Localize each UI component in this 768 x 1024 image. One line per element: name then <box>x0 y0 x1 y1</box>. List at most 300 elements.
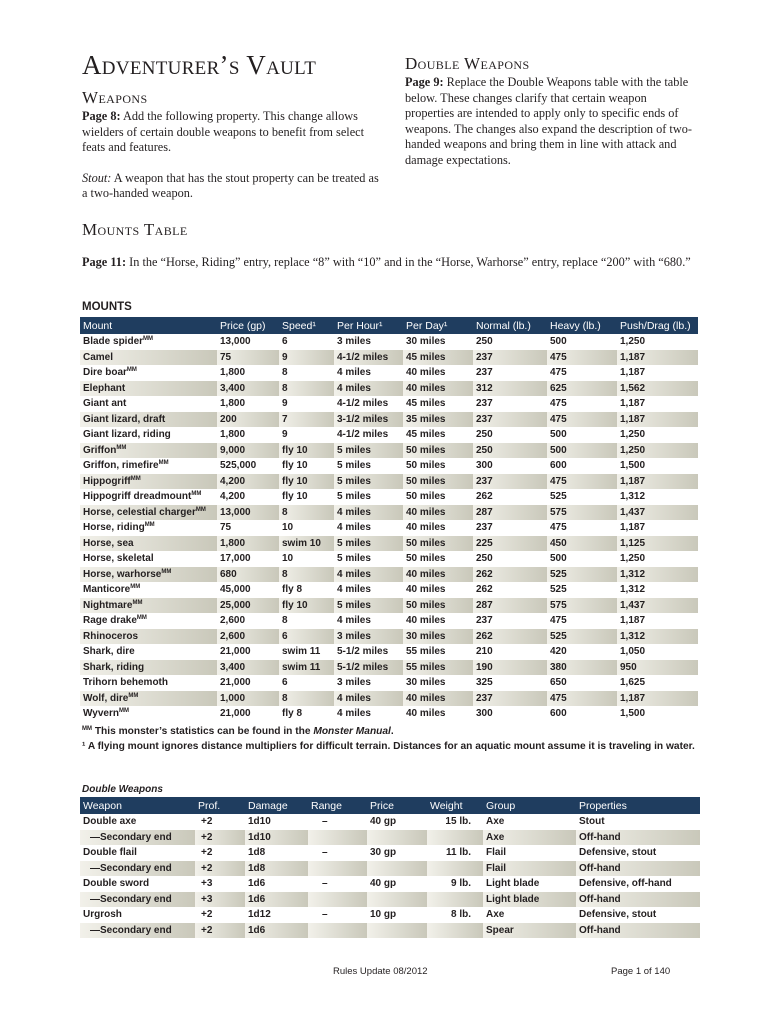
mounts-cell: 8 <box>279 365 334 381</box>
dw-cell: +3 <box>195 876 245 892</box>
mounts-table-row <box>80 598 698 614</box>
dw-cell <box>308 830 367 846</box>
mounts-cell: 3 miles <box>334 334 403 350</box>
dw-cell: 30 gp <box>367 845 427 861</box>
mounts-cell: 9 <box>279 427 334 443</box>
mounts-table-row <box>80 334 698 350</box>
dw-cell: 1d10 <box>245 830 308 846</box>
dw-cell: Off-hand <box>576 923 700 939</box>
dw-col-header: Damage <box>245 797 308 814</box>
mounts-cell: 237 <box>473 691 547 707</box>
mount-name: Horse, warhorse <box>83 568 162 580</box>
mounts-cell: 1,187 <box>617 350 698 366</box>
dw-col-header: Prof. <box>195 797 245 814</box>
dw-cell: 40 gp <box>367 876 427 892</box>
mount-name: Horse, sea <box>83 537 134 549</box>
mounts-cell: 40 miles <box>403 706 473 722</box>
dw-col-header: Weapon <box>80 797 195 814</box>
mounts-table-title: MOUNTS <box>82 301 132 313</box>
dw-cell: – <box>308 876 367 892</box>
mm-marker: MM <box>161 568 172 575</box>
mounts-col-header: Heavy (lb.) <box>547 317 617 334</box>
mounts-table-row <box>80 675 698 691</box>
mounts-cell: 1,187 <box>617 365 698 381</box>
mounts-table-row <box>80 412 698 428</box>
mounts-cell: 10 <box>279 520 334 536</box>
mounts-cell: 4,200 <box>217 474 279 490</box>
mounts-cell: 3 miles <box>334 675 403 691</box>
mounts-cell: 237 <box>473 412 547 428</box>
weapons-heading: Weapons <box>82 88 148 107</box>
mounts-table-row <box>80 396 698 412</box>
mounts-cell: 40 miles <box>403 567 473 583</box>
mounts-cell: 475 <box>547 474 617 490</box>
dw-cell <box>427 892 483 908</box>
mounts-table-row <box>80 551 698 567</box>
mounts-cell: swim 11 <box>279 644 334 660</box>
mounts-cell: 1,187 <box>617 613 698 629</box>
mount-name: Giant ant <box>83 398 127 410</box>
mounts-cell: 262 <box>473 567 547 583</box>
mounts-col-header: Mount <box>80 317 217 334</box>
dw-cell <box>367 892 427 908</box>
mount-name: Horse, skeletal <box>83 553 154 565</box>
mount-name-cell <box>80 582 217 598</box>
mounts-cell: fly 10 <box>279 489 334 505</box>
mounts-cell: 1,187 <box>617 412 698 428</box>
mounts-cell: 4,200 <box>217 489 279 505</box>
dw-table-row <box>80 923 700 939</box>
dw-cell: 1d6 <box>245 923 308 939</box>
mounts-cell: 250 <box>473 551 547 567</box>
mounts-cell: 50 miles <box>403 598 473 614</box>
mounts-cell: 1,250 <box>617 427 698 443</box>
mounts-cell: 4 miles <box>334 613 403 629</box>
dw-cell: Spear <box>483 923 576 939</box>
mounts-cell: 40 miles <box>403 691 473 707</box>
mounts-col-header: Per Day¹ <box>403 317 473 334</box>
mount-name-cell <box>80 350 217 366</box>
mounts-col-header: Push/Drag (lb.) <box>617 317 698 334</box>
mounts-cell: 50 miles <box>403 489 473 505</box>
dw-cell: Defensive, off-hand <box>576 876 700 892</box>
stout-label: Stout: <box>82 170 112 185</box>
dw-cell: —Secondary end <box>80 861 195 877</box>
mount-name: Rhinoceros <box>83 630 139 642</box>
dw-cell: Defensive, stout <box>576 907 700 923</box>
mounts-cell: 50 miles <box>403 551 473 567</box>
mounts-cell: 250 <box>473 334 547 350</box>
dw-cell: +2 <box>195 861 245 877</box>
mount-name: Shark, riding <box>83 661 145 673</box>
dw-cell: Stout <box>576 814 700 830</box>
mounts-cell: 4 miles <box>334 582 403 598</box>
mount-name-cell <box>80 505 217 521</box>
mounts-col-header: Normal (lb.) <box>473 317 547 334</box>
mounts-cell: 6 <box>279 629 334 645</box>
mounts-table-row <box>80 350 698 366</box>
mount-name-cell <box>80 365 217 381</box>
dw-cell: Axe <box>483 830 576 846</box>
mounts-cell: 1,187 <box>617 396 698 412</box>
dw-table-row <box>80 830 700 846</box>
mounts-cell: 10 <box>279 551 334 567</box>
dw-cell: 8 lb. <box>427 907 483 923</box>
mount-name: Blade spider <box>83 336 144 348</box>
dw-cell <box>367 923 427 939</box>
dw-cell <box>308 861 367 877</box>
mounts-cell: 4 miles <box>334 706 403 722</box>
mount-name-cell <box>80 520 217 536</box>
mounts-table-row <box>80 567 698 583</box>
mount-name: Griffon, rimefire <box>83 460 159 472</box>
dw-cell: Axe <box>483 907 576 923</box>
mounts-table-row <box>80 536 698 552</box>
mounts-cell: 1,187 <box>617 520 698 536</box>
mounts-cell: 5 miles <box>334 489 403 505</box>
mounts-cell: 1,800 <box>217 396 279 412</box>
mount-name: Wolf, dire <box>83 692 129 704</box>
dw-cell: Urgrosh <box>80 907 195 923</box>
mounts-cell: 8 <box>279 613 334 629</box>
dw-cell: 1d8 <box>245 861 308 877</box>
mounts-cell: 30 miles <box>403 334 473 350</box>
mm-marker: MM <box>118 708 129 715</box>
mounts-cell: 575 <box>547 505 617 521</box>
mount-name-cell <box>80 691 217 707</box>
double-weapons-page-ref: Page 9: <box>405 75 444 89</box>
double-weapons-table-title: Double Weapons <box>82 784 163 795</box>
mounts-cell: 6 <box>279 334 334 350</box>
mounts-cell: 13,000 <box>217 334 279 350</box>
mounts-cell: 2,600 <box>217 613 279 629</box>
footer-page-number: Page 1 of 140 <box>611 966 671 977</box>
mounts-cell: 17,000 <box>217 551 279 567</box>
mounts-cell: 1,800 <box>217 427 279 443</box>
mount-name-cell <box>80 334 217 350</box>
mounts-cell: 380 <box>547 660 617 676</box>
dw-table-row <box>80 892 700 908</box>
double-weapons-heading: Double Weapons <box>405 54 530 73</box>
mounts-cell: 5-1/2 miles <box>334 644 403 660</box>
mounts-table-row <box>80 660 698 676</box>
dw-cell: 1d12 <box>245 907 308 923</box>
mounts-cell: 237 <box>473 396 547 412</box>
mounts-cell: 4 miles <box>334 381 403 397</box>
mounts-cell: 525 <box>547 629 617 645</box>
dw-cell: – <box>308 907 367 923</box>
mounts-cell: 4-1/2 miles <box>334 427 403 443</box>
mounts-cell: 300 <box>473 458 547 474</box>
mounts-cell: 1,800 <box>217 365 279 381</box>
dw-cell: Off-hand <box>576 861 700 877</box>
mm-marker: MM <box>130 584 141 591</box>
mount-name-cell <box>80 551 217 567</box>
mounts-cell: 1,437 <box>617 505 698 521</box>
mount-name-cell <box>80 396 217 412</box>
mount-name-cell <box>80 536 217 552</box>
weapons-page-ref: Page 8: <box>82 109 121 123</box>
mounts-cell: 3,400 <box>217 381 279 397</box>
mounts-cell: 4 miles <box>334 520 403 536</box>
mount-name-cell <box>80 644 217 660</box>
mounts-cell: 9,000 <box>217 443 279 459</box>
mounts-table-row <box>80 474 698 490</box>
mounts-cell: 600 <box>547 458 617 474</box>
mounts-cell: fly 10 <box>279 474 334 490</box>
dw-cell: —Secondary end <box>80 830 195 846</box>
mounts-cell: 1,562 <box>617 381 698 397</box>
dw-cell <box>367 861 427 877</box>
mounts-cell: 210 <box>473 644 547 660</box>
mounts-cell: 450 <box>547 536 617 552</box>
mounts-cell: 525 <box>547 582 617 598</box>
dw-cell: Light blade <box>483 892 576 908</box>
mounts-table-row <box>80 443 698 459</box>
dw-cell: Flail <box>483 845 576 861</box>
mounts-cell: 40 miles <box>403 505 473 521</box>
mount-name-cell <box>80 706 217 722</box>
mount-name: Rage drake <box>83 615 137 627</box>
page-title: Adventurer’s Vault <box>82 50 317 80</box>
mounts-cell: 1,625 <box>617 675 698 691</box>
mounts-cell: 21,000 <box>217 644 279 660</box>
mounts-cell: 1,187 <box>617 474 698 490</box>
mounts-cell: 287 <box>473 598 547 614</box>
mounts-cell: 1,187 <box>617 691 698 707</box>
mount-name-cell <box>80 427 217 443</box>
mount-name: Dire boar <box>83 367 127 379</box>
double-weapons-table <box>80 797 700 938</box>
mount-name: Camel <box>83 351 114 363</box>
mounts-cell: 1,312 <box>617 567 698 583</box>
dw-cell: +2 <box>195 845 245 861</box>
mounts-cell: 25,000 <box>217 598 279 614</box>
mm-note: $^{MM}$ This monster’s statistics can be found in the Monster Manual. <box>82 726 394 737</box>
mounts-cell: 3,400 <box>217 660 279 676</box>
weapons-text <box>82 109 382 202</box>
mounts-cell: 40 miles <box>403 520 473 536</box>
mounts-cell: 8 <box>279 691 334 707</box>
mounts-cell: 1,250 <box>617 443 698 459</box>
dw-table-row <box>80 861 700 877</box>
mount-name: Shark, dire <box>83 646 135 658</box>
mounts-cell: 5 miles <box>334 474 403 490</box>
dw-cell: 11 lb. <box>427 845 483 861</box>
mount-name: Horse, celestial charger <box>83 506 196 518</box>
dw-cell: +3 <box>195 892 245 908</box>
mounts-cell: 50 miles <box>403 536 473 552</box>
mounts-cell: fly 8 <box>279 582 334 598</box>
mounts-cell: 50 miles <box>403 443 473 459</box>
mounts-cell: 475 <box>547 412 617 428</box>
footer-rules-update: Rules Update 08/2012 <box>333 966 428 977</box>
mounts-cell: 75 <box>217 350 279 366</box>
dw-col-header: Weight <box>427 797 483 814</box>
mounts-cell: 7 <box>279 412 334 428</box>
dw-col-header: Price <box>367 797 427 814</box>
mount-name: Elephant <box>83 382 126 394</box>
mounts-table-row <box>80 489 698 505</box>
dw-col-header: Range <box>308 797 367 814</box>
mount-name: Manticore <box>83 584 131 596</box>
mounts-cell: 4 miles <box>334 691 403 707</box>
dw-cell <box>308 892 367 908</box>
mounts-cell: 55 miles <box>403 660 473 676</box>
mounts-cell: 45 miles <box>403 427 473 443</box>
mounts-cell: 500 <box>547 551 617 567</box>
dw-cell: +2 <box>195 830 245 846</box>
mounts-cell: 1,312 <box>617 582 698 598</box>
dw-col-header: Properties <box>576 797 700 814</box>
dw-cell: Defensive, stout <box>576 845 700 861</box>
mounts-body: In the “Horse, Riding” entry, replace “8” with “10” and in the “Horse, Warhorse” entry, replace “200” with “680.” <box>126 255 691 269</box>
mount-name-cell <box>80 629 217 645</box>
mounts-cell: 200 <box>217 412 279 428</box>
mounts-cell: 237 <box>473 613 547 629</box>
mounts-cell: 1,250 <box>617 551 698 567</box>
mm-marker: MM <box>191 491 202 498</box>
mounts-table-row <box>80 644 698 660</box>
mounts-cell: 262 <box>473 489 547 505</box>
mounts-notes <box>82 722 702 754</box>
mounts-cell: 225 <box>473 536 547 552</box>
mounts-cell: 50 miles <box>403 458 473 474</box>
mounts-cell: swim 10 <box>279 536 334 552</box>
double-weapons-body: Replace the Double Weapons table with the table below. These changes clarify that certain weapon properties are intended to apply only to specific ends of weapons. The changes also expand the description of two-handed weapons and bring them in line with attack and damage expectations. <box>405 75 692 167</box>
mount-name-cell <box>80 613 217 629</box>
mounts-cell: fly 10 <box>279 458 334 474</box>
mounts-table-row <box>80 582 698 598</box>
mounts-cell: 9 <box>279 396 334 412</box>
mounts-cell: 287 <box>473 505 547 521</box>
mounts-cell: fly 8 <box>279 706 334 722</box>
mounts-cell: 1,125 <box>617 536 698 552</box>
mm-marker: MM <box>132 599 143 606</box>
dw-cell: 10 gp <box>367 907 427 923</box>
mounts-cell: 4-1/2 miles <box>334 396 403 412</box>
mounts-cell: 475 <box>547 520 617 536</box>
mounts-cell: 300 <box>473 706 547 722</box>
mounts-cell: 35 miles <box>403 412 473 428</box>
mount-name-cell <box>80 443 217 459</box>
dw-cell <box>427 861 483 877</box>
dw-cell: —Secondary end <box>80 892 195 908</box>
dw-cell: +2 <box>195 907 245 923</box>
mount-name: Griffon <box>83 444 117 456</box>
mounts-cell: 40 miles <box>403 613 473 629</box>
mounts-col-header: Per Hour¹ <box>334 317 403 334</box>
mounts-cell: 1,800 <box>217 536 279 552</box>
mounts-cell: 6 <box>279 675 334 691</box>
mounts-table-row <box>80 505 698 521</box>
mount-name-cell <box>80 474 217 490</box>
mounts-cell: 5 miles <box>334 443 403 459</box>
mounts-cell: 13,000 <box>217 505 279 521</box>
dw-col-header: Group <box>483 797 576 814</box>
mounts-table-row <box>80 427 698 443</box>
mounts-cell: 5 miles <box>334 536 403 552</box>
mounts-cell: 2,600 <box>217 629 279 645</box>
mounts-cell: 1,050 <box>617 644 698 660</box>
dw-cell <box>427 923 483 939</box>
mount-name-cell <box>80 598 217 614</box>
mounts-heading: Mounts Table <box>82 220 188 239</box>
mounts-cell: 5-1/2 miles <box>334 660 403 676</box>
mm-marker: MM <box>158 460 169 467</box>
mounts-cell: 575 <box>547 598 617 614</box>
mounts-cell: 525 <box>547 567 617 583</box>
mount-name-cell <box>80 675 217 691</box>
mounts-cell: 262 <box>473 582 547 598</box>
mounts-cell: 40 miles <box>403 381 473 397</box>
mm-marker: MM <box>126 367 137 374</box>
mount-name: Nightmare <box>83 599 133 611</box>
mounts-cell: 250 <box>473 443 547 459</box>
dw-cell: 40 gp <box>367 814 427 830</box>
mounts-cell: 237 <box>473 350 547 366</box>
mounts-col-header: Price (gp) <box>217 317 279 334</box>
mounts-cell: 1,250 <box>617 334 698 350</box>
mounts-cell: 500 <box>547 443 617 459</box>
mounts-cell: 625 <box>547 381 617 397</box>
mount-name: Hippogriff <box>83 475 131 487</box>
mounts-cell: 45 miles <box>403 396 473 412</box>
mount-name-cell <box>80 458 217 474</box>
mounts-cell: 4-1/2 miles <box>334 350 403 366</box>
mounts-cell: 5 miles <box>334 598 403 614</box>
mounts-cell: 237 <box>473 520 547 536</box>
dw-cell: Flail <box>483 861 576 877</box>
mounts-table-row <box>80 365 698 381</box>
mounts-cell: fly 10 <box>279 443 334 459</box>
mm-marker: MM <box>195 506 206 513</box>
mounts-cell: 9 <box>279 350 334 366</box>
mounts-cell: 50 miles <box>403 474 473 490</box>
mounts-cell: 55 miles <box>403 644 473 660</box>
mounts-table-row <box>80 629 698 645</box>
mounts-table-row <box>80 381 698 397</box>
mounts-cell: 45 miles <box>403 350 473 366</box>
dw-table-row <box>80 845 700 861</box>
mounts-cell: 40 miles <box>403 582 473 598</box>
mounts-table-row <box>80 706 698 722</box>
dw-cell: 1d6 <box>245 892 308 908</box>
mounts-cell: 8 <box>279 505 334 521</box>
mounts-cell: 475 <box>547 365 617 381</box>
double-weapons-text <box>405 75 695 169</box>
mounts-cell: 500 <box>547 334 617 350</box>
dw-cell: 1d6 <box>245 876 308 892</box>
dw-cell <box>367 830 427 846</box>
dw-cell: Light blade <box>483 876 576 892</box>
mounts-cell: 4 miles <box>334 365 403 381</box>
mounts-text <box>82 255 697 271</box>
mounts-cell: 3-1/2 miles <box>334 412 403 428</box>
mounts-cell: 1,500 <box>617 458 698 474</box>
dw-table-row <box>80 814 700 830</box>
mounts-cell: 1,500 <box>617 706 698 722</box>
mounts-cell: 525 <box>547 489 617 505</box>
mounts-cell: 237 <box>473 365 547 381</box>
dw-cell: 9 lb. <box>427 876 483 892</box>
mounts-cell: 1,312 <box>617 629 698 645</box>
mounts-cell: 75 <box>217 520 279 536</box>
mount-name-cell <box>80 489 217 505</box>
mounts-cell: 5 miles <box>334 551 403 567</box>
mounts-cell: 1,000 <box>217 691 279 707</box>
mounts-cell: 650 <box>547 675 617 691</box>
